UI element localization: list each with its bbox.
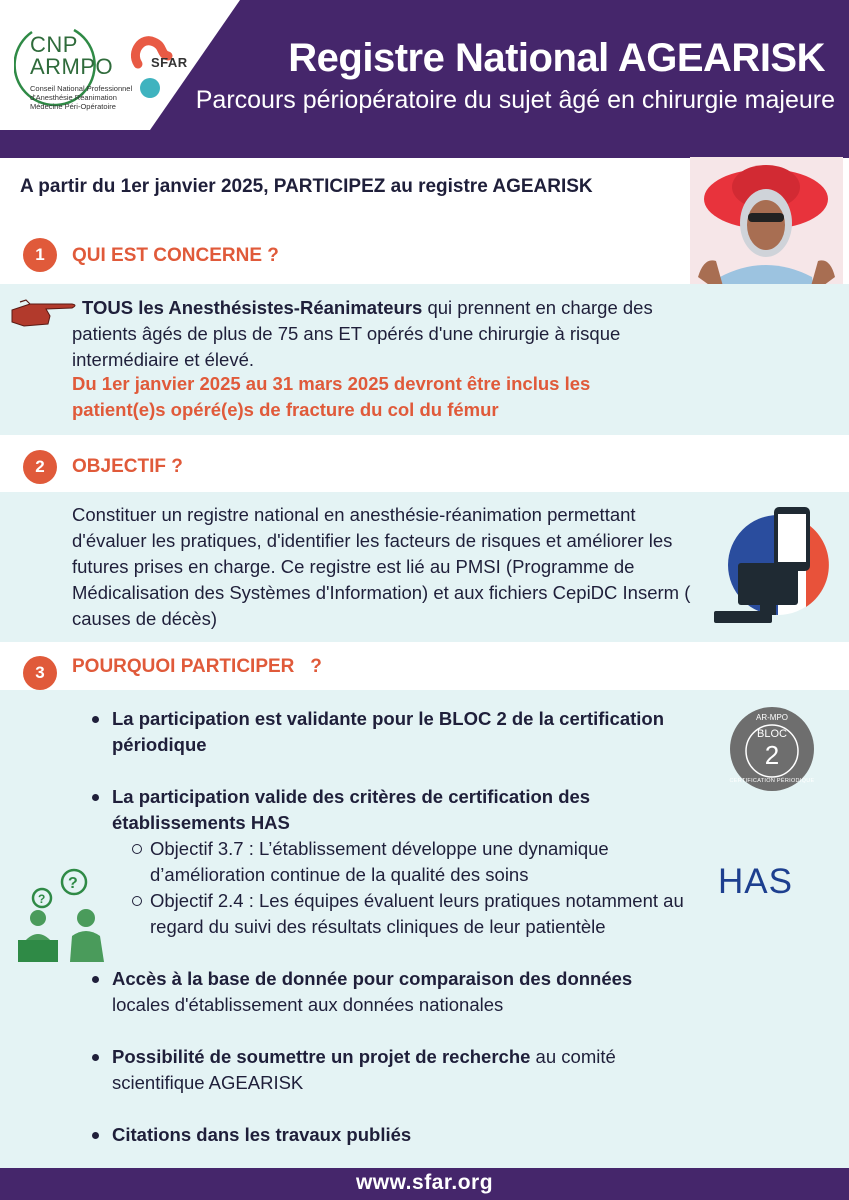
page-title: Registre National AGEARISK [288, 36, 825, 80]
badge-top-text: AR-MPO [756, 713, 788, 722]
badge-number: 2 [764, 740, 780, 770]
has-objectives-list [112, 836, 692, 940]
header-strip [0, 130, 849, 158]
section-1-text [72, 295, 682, 373]
section-1-number: 1 [23, 238, 57, 272]
badge-ring-text: CERTIFICATION PÉRIODIQUE [729, 778, 815, 784]
section-1-highlight: Du 1er janvier 2025 au 31 mars 2025 devront être inclus les patient(e)s opéré(e)s de fracture du col du fémur [72, 373, 591, 420]
intro-line: A partir du 1er janvier 2025, PARTICIPEZ au registre AGEARISK [20, 176, 593, 197]
has-logo: HAS [718, 862, 793, 901]
bloc2-certification-badge [729, 706, 815, 792]
list-item: La participation valide des critères de certification des établissements HAS Objectif 3.7 : L’établissement développe une dynamique d’amélioration continue de la qualité des soins Objectif 2.4 : Les équipes évaluent leurs pratiques notamment au regard du suivi des résultats cliniques de leur patientèle [112, 784, 692, 940]
section-1-bold-lead: TOUS les Anesthésistes-Réanimateurs [82, 297, 423, 318]
section-2-heading: OBJECTIF ? [72, 456, 183, 477]
pointing-hand-icon [10, 296, 80, 330]
sfar-logo-text: SFAR [151, 55, 188, 70]
list-item: Citations dans les travaux publiés [112, 1122, 692, 1148]
section-2-text: Constituer un registre national en anesthésie-réanimation permettant d'évaluer les pratiques, d'identifier les facteurs de risques et améliorer les futures prises en charge. Ce registre est lié au PMSI (Programme de Médicalisation des Systèmes d'Information) et aux fichiers CepiDC Inserm ( causes de décès) [72, 504, 691, 629]
section-3-number: 3 [23, 656, 57, 690]
list-item: La participation est validante pour le BLOC 2 de la certification périodique [112, 706, 692, 758]
sub-list-item: Objectif 2.4 : Les équipes évaluent leurs pratiques notamment au regard du suivi des résultats cliniques de leur patientèle [150, 888, 692, 940]
cnp-logo-text: CNP ARMPO [30, 32, 114, 79]
section-3-list [92, 706, 692, 1148]
page-subtitle: Parcours périopératoire du sujet âgé en chirurgie majeure [195, 86, 835, 114]
cnp-logo-subtitle: Conseil National Professionnel d'Anesthésie Réanimation Médecine Péri-Opératoire [30, 84, 133, 111]
svg-text:?: ? [38, 892, 46, 906]
svg-text:?: ? [68, 875, 78, 892]
people-questions-icon [12, 868, 112, 964]
benefits-list [92, 706, 692, 1148]
list-item: Accès à la base de donnée pour comparaison des données locales d'établissement aux données nationales [112, 966, 692, 1018]
section-2-number: 2 [23, 450, 57, 484]
devices-icon [710, 505, 830, 635]
sub-list-item: Objectif 3.7 : L’établissement développe une dynamique d’amélioration continue de la qualité des soins [150, 836, 692, 888]
section-1-heading: QUI EST CONCERNE ? [72, 245, 279, 266]
footer-website-link[interactable]: www.sfar.org [355, 1171, 494, 1194]
list-item: Possibilité de soumettre un projet de recherche au comité scientifique AGEARISK [112, 1044, 692, 1096]
badge-label: BLOC [757, 728, 787, 740]
section-3-heading: POURQUOI PARTICIPER ? [72, 656, 322, 677]
section-1-body: qui prennent en charge des patients âgés de plus de 75 ans ET opérés d'une chirurgie à risque intermédiaire et élevé. [72, 297, 653, 370]
